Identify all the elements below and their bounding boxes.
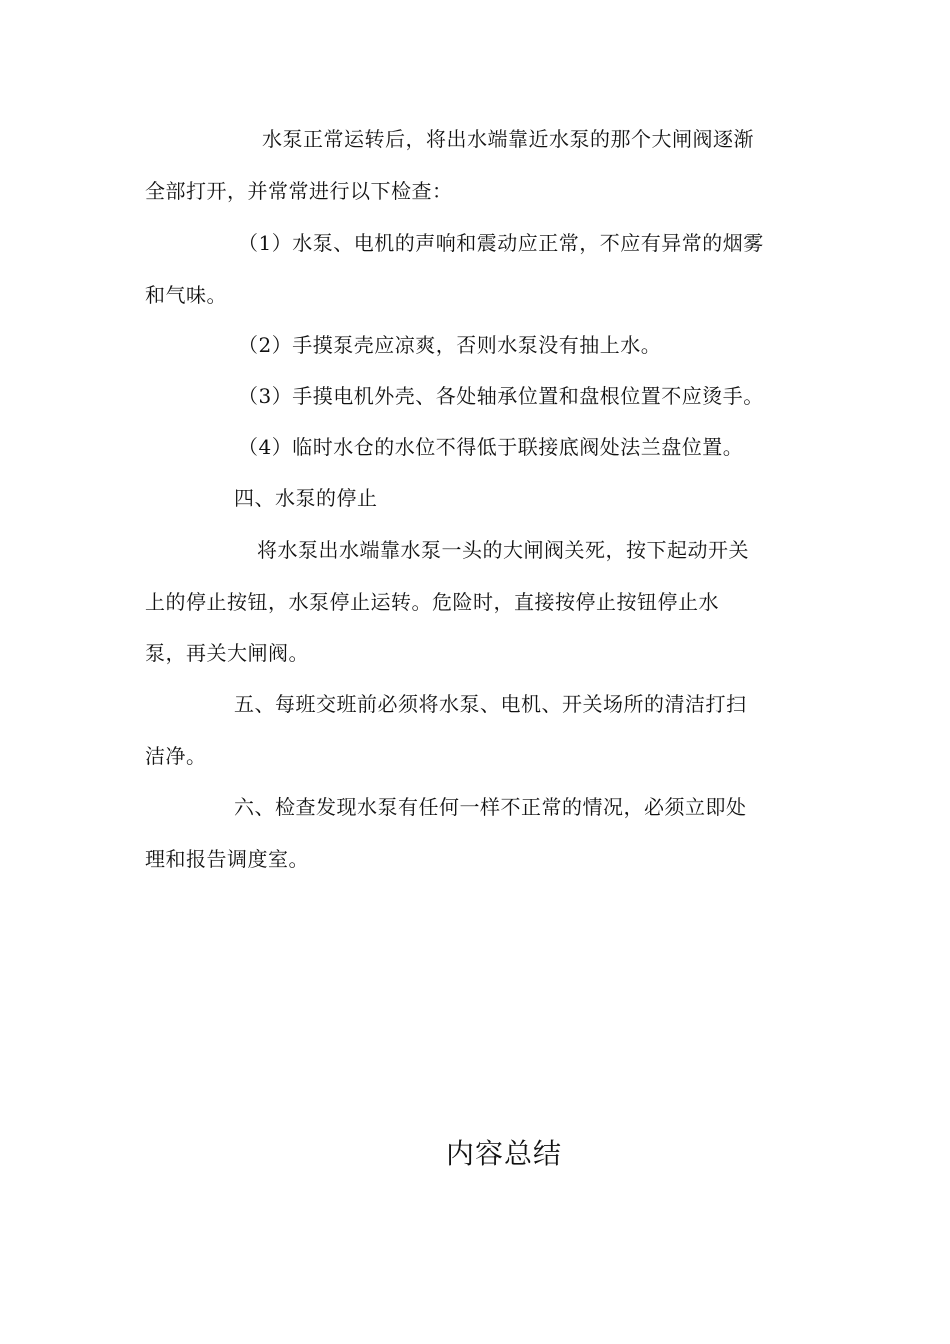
summary-title: 内容总结	[445, 1137, 562, 1170]
paragraph-line: （3）手摸电机外壳、各处轴承位置和盘根位置不应烫手。	[238, 384, 764, 408]
paragraph-line: 上的停止按钮，水泵停止运转。危险时，直接按停止按钮停止水	[145, 590, 719, 614]
paragraph-line: 五、每班交班前必须将水泵、电机、开关场所的清洁打扫	[234, 692, 747, 716]
paragraph-line: 将水泵出水端靠水泵一头的大闸阀关死，按下起动开关	[257, 538, 749, 562]
paragraph-line: 和气味。	[145, 283, 227, 307]
paragraph-line: 全部打开，并常常进行以下检查：	[145, 179, 453, 203]
paragraph-line: （4）临时水仓的水位不得低于联接底阀处法兰盘位置。	[238, 435, 744, 459]
paragraph-line: 六、检查发现水泵有任何一样不正常的情况，必须立即处	[234, 795, 747, 819]
paragraph-line: 洁净。	[145, 744, 207, 768]
section-heading: 四、水泵的停止	[234, 486, 378, 510]
paragraph-line: 泵，再关大闸阀。	[145, 641, 309, 665]
paragraph-line: 水泵正常运转后，将出水端靠近水泵的那个大闸阀逐渐	[262, 127, 754, 151]
paragraph-line: （2）手摸泵壳应凉爽，否则水泵没有抽上水。	[238, 333, 662, 357]
paragraph-line: （1）水泵、电机的声响和震动应正常，不应有异常的烟雾	[238, 231, 764, 255]
paragraph-line: 理和报告调度室。	[145, 847, 309, 871]
